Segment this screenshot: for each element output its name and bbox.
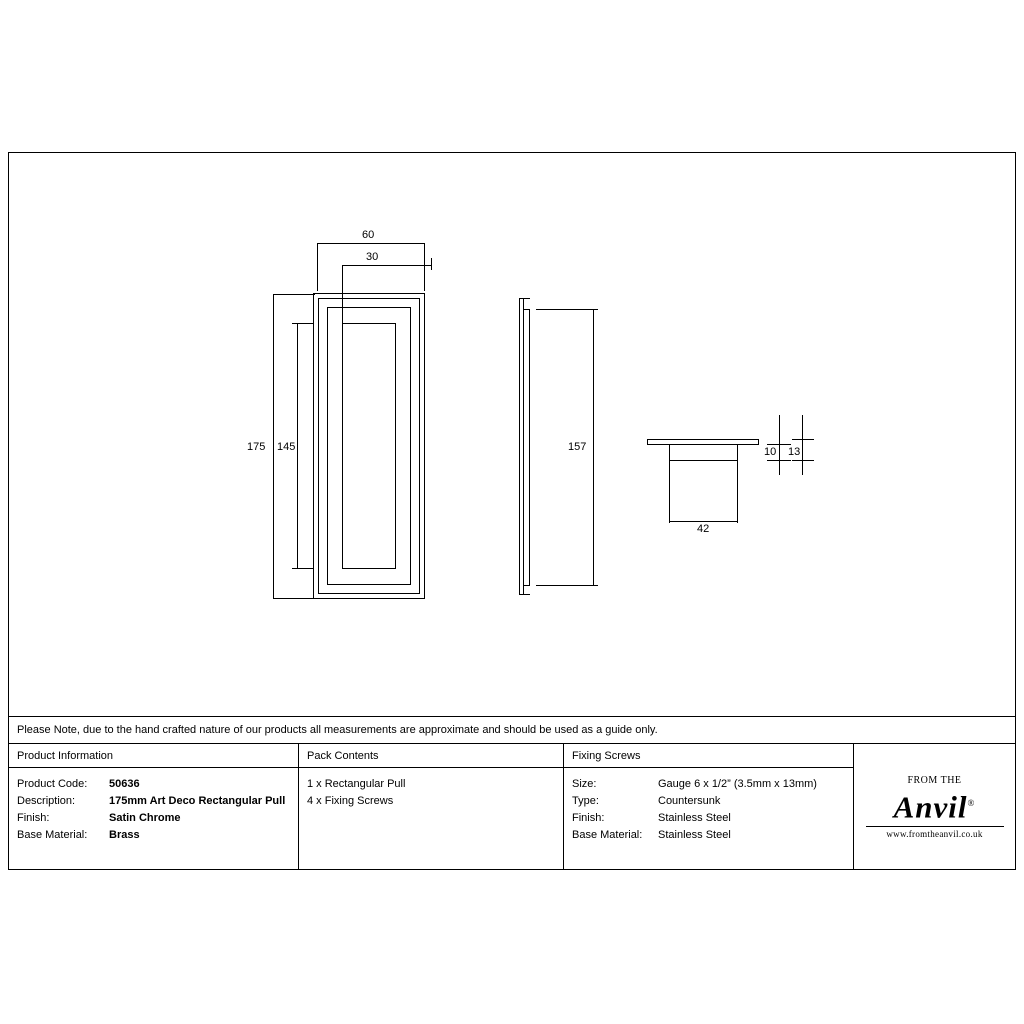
info-table (9, 744, 1015, 870)
dim-145-ext-bottom (292, 568, 314, 569)
dim-10-ext-top (767, 444, 791, 445)
dim-175-ext-top (273, 294, 315, 295)
plan-flange-left-edge (647, 439, 648, 445)
fixing-screws-column (564, 744, 854, 870)
product-code-label: Product Code: (17, 778, 88, 790)
pack-contents-column (299, 744, 564, 870)
dim-30-ext-left (342, 265, 343, 323)
base-material-label: Base Material: (17, 829, 88, 841)
base-material-row (17, 827, 290, 844)
dim-30-ext-right (431, 258, 432, 270)
logo-divider (866, 826, 1004, 827)
plan-flange-top (647, 439, 759, 440)
dim-145-label: 145 (277, 441, 296, 453)
dim-42-ext-right (737, 453, 738, 523)
dim-175-ext-bottom (273, 598, 315, 599)
logo-url-text: www.fromtheanvil.co.uk (886, 828, 983, 839)
product-code-value: 50636 (109, 778, 140, 790)
description-row (17, 793, 290, 810)
screw-type-row (572, 793, 845, 810)
dim-13-ext-bottom (792, 460, 814, 461)
screw-size-value: Gauge 6 x 1/2” (3.5mm x 13mm) (658, 778, 817, 790)
dim-13-ext-top (792, 439, 814, 440)
dim-60-ext-left (317, 243, 318, 291)
dim-10-label: 10 (764, 446, 777, 458)
description-label: Description: (17, 795, 76, 807)
logo-wordmark (894, 787, 976, 823)
pack-contents-item-1: 1 x Rectangular Pull (307, 778, 406, 790)
pack-contents-item-2: 4 x Fixing Screws (307, 795, 394, 807)
finish-value: Satin Chrome (109, 812, 181, 824)
pack-contents-body (299, 768, 563, 810)
dim-157-label: 157 (568, 441, 587, 453)
finish-row (17, 810, 290, 827)
screw-size-label: Size: (572, 778, 597, 790)
product-information-body (9, 768, 298, 844)
dim-13-line (802, 415, 803, 475)
logo-wordmark-text: Anvil (893, 789, 968, 825)
screw-base-material-label: Base Material: (572, 829, 643, 841)
side-view-plate-front (519, 298, 520, 594)
dim-145-ext-top (292, 323, 314, 324)
pack-contents-heading: Pack Contents (299, 744, 563, 768)
side-view-body-edge (529, 309, 530, 586)
screw-base-material-value: Stainless Steel (658, 829, 731, 841)
front-view-inner-panel (342, 323, 396, 569)
logo-top-text: FROM THE (907, 775, 962, 787)
dim-42-line (669, 521, 738, 522)
dim-30-label: 30 (366, 251, 379, 263)
screw-size-row (572, 776, 845, 793)
fixing-screws-body (564, 768, 853, 844)
screw-type-label: Type: (572, 795, 599, 807)
screw-finish-label: Finish: (572, 812, 605, 824)
side-view-bottom-cap (519, 594, 530, 595)
dim-157-line (593, 309, 594, 586)
side-view-plate-back (523, 298, 524, 594)
screw-finish-row (572, 810, 845, 827)
description-value: 175mm Art Deco Rectangular Pull (109, 795, 286, 807)
dim-30-line (342, 265, 432, 266)
dim-60-line (317, 243, 425, 244)
dim-175-label: 175 (247, 441, 266, 453)
dim-60-label: 60 (362, 229, 375, 241)
screw-base-material-row (572, 827, 845, 844)
side-view-top-cap (519, 298, 530, 299)
side-view-bottom-step (523, 585, 530, 586)
dim-157-ext-bottom (536, 585, 598, 586)
product-information-heading: Product Information (9, 744, 298, 768)
dim-42-label: 42 (697, 523, 710, 535)
screw-finish-value: Stainless Steel (658, 812, 731, 824)
technical-drawing-sheet (8, 152, 1016, 870)
screw-type-value: Countersunk (658, 795, 721, 807)
plan-flange-right-edge (758, 439, 759, 445)
brand-logo-column (854, 744, 1015, 870)
plan-body-bottom (669, 460, 737, 461)
measurement-note (9, 716, 1015, 744)
from-the-anvil-logo (854, 744, 1015, 870)
finish-label: Finish: (17, 812, 50, 824)
product-information-column (9, 744, 299, 870)
drawing-area (9, 153, 1015, 716)
plan-flange-bottom (647, 444, 759, 445)
logo-registered-icon: ® (967, 798, 976, 809)
dim-157-ext-top (536, 309, 598, 310)
dim-10-line (779, 415, 780, 475)
dim-60-ext-right (424, 243, 425, 291)
product-code-row (17, 776, 290, 793)
fixing-screws-heading: Fixing Screws (564, 744, 853, 768)
dim-10-ext-bottom (767, 460, 791, 461)
dim-175-line (273, 294, 274, 599)
measurement-note-text: Please Note, due to the hand crafted nature of our products all measurements are approximate and should be used as a guide only. (17, 724, 658, 736)
dim-13-label: 13 (788, 446, 801, 458)
dim-42-ext-left (669, 453, 670, 523)
side-view-top-step (523, 309, 530, 310)
base-material-value: Brass (109, 829, 140, 841)
dim-145-line (297, 323, 298, 569)
